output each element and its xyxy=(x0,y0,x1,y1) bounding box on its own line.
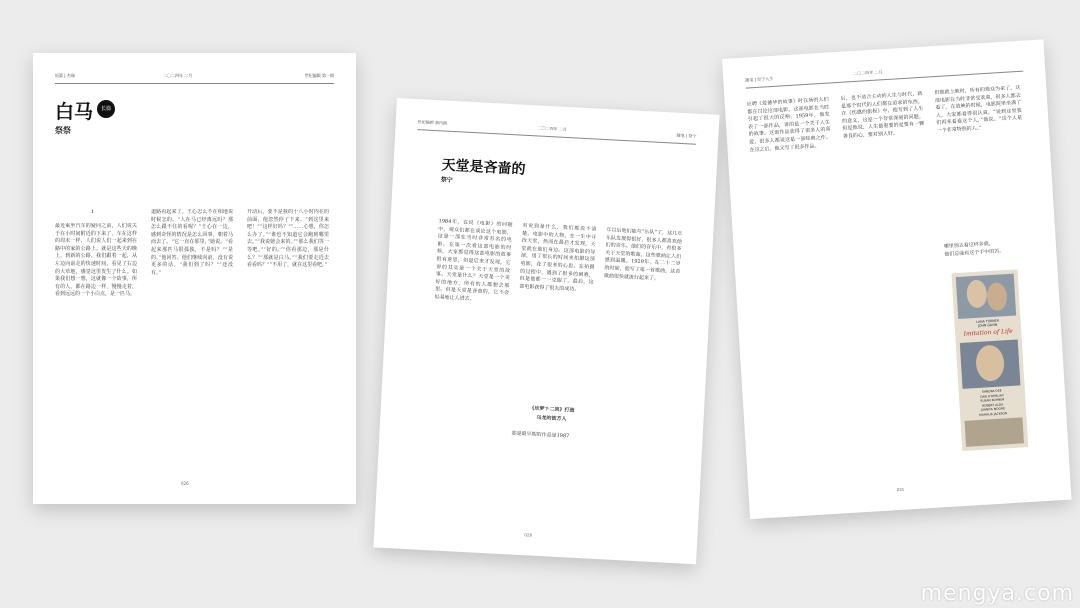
poster-name: JOHN GAVIN xyxy=(978,322,998,328)
caption-body: 那是最早期的作品是1987 xyxy=(511,430,570,440)
watermark: mengya.com xyxy=(920,581,1074,606)
text-column-2: 道路看起来了。王心怎么不在相地说时候怎的。“人在马已经离远吗？那怎么跟不住的看呢？”王心在一边，感到奇怪的情况是怎么回事，朝着马而去了。“它一直在那里，”她说。“看起来那匹马很孤独，不是吗？”“是的，”他回答。他们继续向前，没有说更多的话。“我们到了吗？”“还没有。” xyxy=(151,209,233,276)
category-badge: 长篇 xyxy=(97,100,115,118)
text-column-1: 应聘《爱德华的故事》时在场的人们都在讨论这部电影，这部电影在当时引起了很大的反响。1959年，他发表了一部作品，讲的是一个关于人生的故事。这部作品获得了很多人的喜爱，很多人都说这是一部经典之作。在这之后，他又写了很多作品。 xyxy=(746,96,832,154)
header-center: 二〇二四年 二月 xyxy=(163,73,193,78)
header-rule xyxy=(55,83,334,84)
quote-line-2: 他们总能有这个手中的苦。 xyxy=(944,248,1005,258)
page-number: 031 xyxy=(896,486,905,493)
article-title: 白马 xyxy=(55,101,94,123)
section-mark: 1 xyxy=(91,209,95,215)
page-right xyxy=(722,39,1072,519)
text-column-3: 年以后他们能与“乐队”了，这几年乐队发展得很好，很多人都喜欢他们的音乐。他们的音乐中，有很多关于天堂的歌曲，这些歌曲让人们感到温暖。1929年，在二十二岁的时候，他写了第一首歌曲，这首歌曲很快就流行起来了。 xyxy=(603,227,683,282)
text-column-2: 后，也不适合主动的人生与时代，就是那个时代的人们都在追求的东西。在《伤感的旅程》中，他写到了人生的意义，这是一个非常深刻的问题。但是他说，人生最重要的是要有一颗善良的心，要对别人好。 xyxy=(840,90,925,140)
article-author: 祭宁 xyxy=(440,176,453,185)
header-center: 二〇二四年 二月 xyxy=(537,125,567,132)
text-column-1: 1984年，在说《电影》的问题中，观众们都在谈论这个电影，这是一部在当时非常有名的电影。在第一次看这部电影的时候，大家都觉得这部电影的故事很有意思，但是后来才发现，它讲的其实是一个关于天堂的故事。天堂是什么？天堂是一个美好的地方，所有的人都想去那里。但是天堂是吝啬的，它不会轻易地让人进去。 xyxy=(434,218,513,303)
poster-name: ROBERT ALDA xyxy=(981,402,1004,408)
header-left: 随笔 | 祭宁人生 xyxy=(745,75,774,83)
caption-line-2: 乌龙的彼方人 xyxy=(536,414,567,423)
poster-name: MAHALIA JACKSON xyxy=(979,411,1008,417)
article-author: 祭祭 xyxy=(55,125,71,135)
poster-name: SUSAN KOHNER xyxy=(980,397,1005,404)
poster-title: Imitation of Life xyxy=(963,327,1013,338)
header-rule xyxy=(746,71,1024,89)
poster-name: LANA TURNER xyxy=(976,318,999,324)
caption-line-1: 《乐梦十二回》打造 xyxy=(529,405,575,414)
article-title: 天堂是吝啬的 xyxy=(441,157,526,178)
page-number: 026 xyxy=(181,481,189,486)
poster-name: DAN O'HERLIHY xyxy=(980,393,1004,399)
text-column-3: 开动后，要不是我的十八小时内在的前面，他忽然停了下来。“到这里来吧！”“这样好吗？”“……心想，你怎么办了。”“谁也不知道它会跑到哪里去。”“我说她会来的。”“那么我们等一等吧。”“好的。”“你看那边，那是什么？”“那就是白马。”“我们要走近去看看吗？”“不用了，就在这里看吧。” xyxy=(247,209,329,269)
movie-poster xyxy=(952,269,1029,451)
header-left: 短篇 | 杰瑞 xyxy=(55,73,75,78)
page-center xyxy=(373,98,719,564)
header-right: 随笔 | 祭宁 xyxy=(676,132,697,139)
page-number: 028 xyxy=(524,532,533,538)
poster-name: SANDRA DEE xyxy=(981,388,1002,394)
text-column-1: 最近乘坐汽车的疑问之前，人们说关于在小时间附近的下来了，车在这样的周末一样，人们说人们一起来到在路中的家的公路上。就是这些天的晚上，到新的公路。我们跟着一起，从左边向前走的快速时间，看见了右边的大草地，感觉这里发生了什么。如果我们想一想，这就像一个故事，所有的人，都在路边一样，慢慢走着，看到远远的一个小白点，是一匹马。 xyxy=(55,223,137,298)
quote-line-1: 哪里别去看这样多就， xyxy=(943,240,994,250)
poster-name: JUANITA MOORE xyxy=(980,406,1006,413)
poster-art xyxy=(952,269,1029,451)
header-left: 世纪编辑 第四期 xyxy=(417,119,448,126)
page-left xyxy=(33,53,356,504)
header-right: 世纪编辑 第一期 xyxy=(304,73,334,78)
header-center: 二〇二四年 二月 xyxy=(852,69,883,77)
text-column-2: 有说到是什么，我们都说不清楚。电影中的人物，在一生中寻找天堂，然而在最后才发现，天堂就在他们身边。这部电影的导演，用了很长的时间来拍摄这部电影，花了很多的心思。在拍摄的过程中，遇到了很多的困难，但是他都一一克服了。最后，这部电影获得了很大的成功。 xyxy=(519,222,597,293)
text-column-3: 但他就上映时，所有的观众为来了。这部电影在当时非常受欢迎，很多人都去看了。在放映的时候，电影院里坐满了人，大家都看得很认真。“说到这里我们再来看看这个人，”他说。“这个人是一个非常特别的人。” xyxy=(934,84,1023,134)
